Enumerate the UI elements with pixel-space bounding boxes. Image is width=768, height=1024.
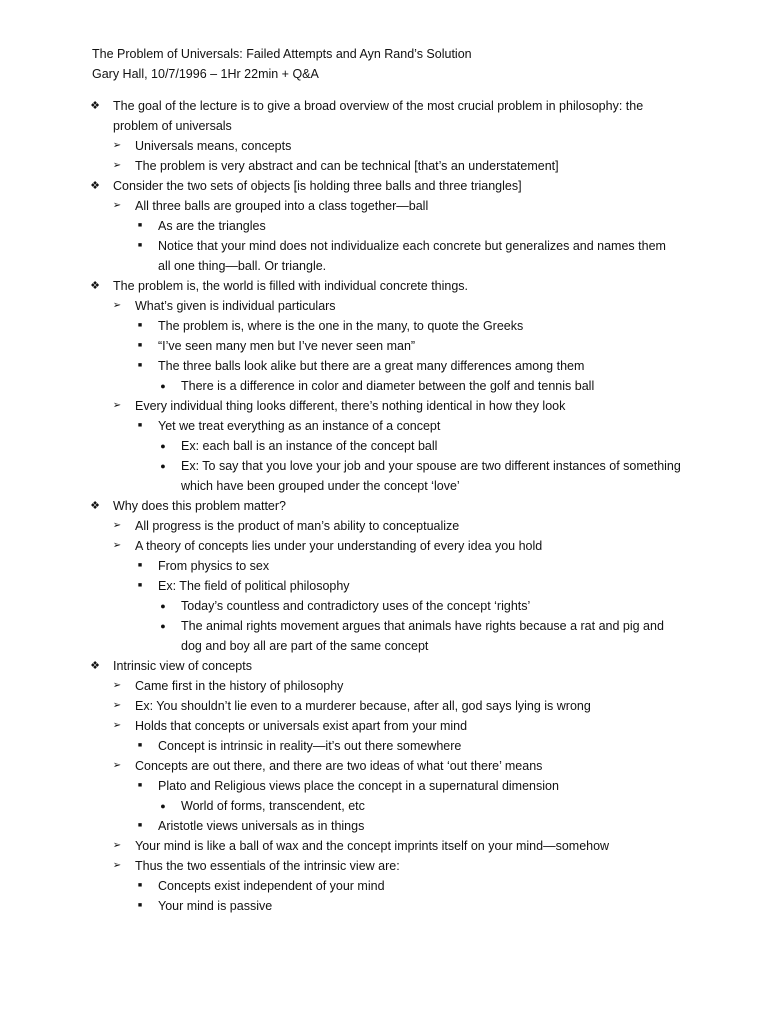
- outline-item-level-2: [0, 856, 768, 876]
- square-bullet-icon: ■: [137, 242, 143, 249]
- outline-item-level-3: [0, 236, 768, 276]
- square-bullet-icon: ■: [137, 342, 143, 349]
- document-header: [92, 44, 732, 84]
- outline-item-text: Notice that your mind does not individualize each concrete but generalizes and names them all one thing—ball. Or triangle.: [158, 239, 666, 273]
- outline-item-level-3: [0, 776, 768, 796]
- outline-item-text: Holds that concepts or universals exist apart from your mind: [135, 719, 468, 733]
- arrow-bullet-icon: ➢: [112, 140, 122, 151]
- arrow-bullet-icon: ➢: [112, 720, 122, 731]
- outline-item-level-2: [0, 836, 768, 856]
- arrow-bullet-icon: ➢: [112, 300, 122, 311]
- outline-item-text: Concept is intrinsic in reality—it’s out there somewhere: [158, 739, 462, 753]
- outline-item-level-1: [0, 496, 768, 516]
- outline-item-text: Intrinsic view of concepts: [113, 659, 252, 673]
- outline-item-level-2: [0, 676, 768, 696]
- arrow-bullet-icon: ➢: [112, 860, 122, 871]
- outline-item-level-3: [0, 576, 768, 596]
- arrow-bullet-icon: ➢: [112, 840, 122, 851]
- square-bullet-icon: ■: [137, 742, 143, 749]
- outline-item-level-3: [0, 816, 768, 836]
- square-bullet-icon: ■: [137, 322, 143, 329]
- outline-item-level-4: [0, 456, 768, 496]
- outline-item-text: The problem is, the world is filled with individual concrete things.: [113, 279, 469, 293]
- outline-item-level-3: [0, 316, 768, 336]
- outline-item-level-3: [0, 556, 768, 576]
- outline-item-text: The three balls look alike but there are a great many differences among them: [158, 359, 585, 373]
- outline-item-level-2: [0, 396, 768, 416]
- square-bullet-icon: ■: [137, 782, 143, 789]
- outline-item-text: The problem is, where is the one in the many, to quote the Greeks: [158, 319, 524, 333]
- outline-item-text: A theory of concepts lies under your understanding of every idea you hold: [135, 539, 543, 553]
- arrow-bullet-icon: ➢: [112, 200, 122, 211]
- outline-item-level-4: [0, 376, 768, 396]
- outline-item-text: Came first in the history of philosophy: [135, 679, 344, 693]
- outline-item-level-2: [0, 536, 768, 556]
- outline-item-level-2: [0, 196, 768, 216]
- outline-item-level-3: [0, 336, 768, 356]
- outline-item-level-4: [0, 616, 768, 656]
- outline-item-level-3: [0, 736, 768, 756]
- outline-item-text: Ex: The field of political philosophy: [158, 579, 350, 593]
- document-subtitle: Gary Hall, 10/7/1996 – 1Hr 22min + Q&A: [92, 67, 319, 81]
- outline-item-level-3: [0, 416, 768, 436]
- outline-item-text: Every individual thing looks different, there’s nothing identical in how they look: [135, 399, 566, 413]
- square-bullet-icon: ■: [137, 822, 143, 829]
- outline-item-text: There is a difference in color and diameter between the golf and tennis ball: [181, 379, 595, 393]
- outline-item-text: Ex: each ball is an instance of the concept ball: [181, 439, 438, 453]
- outline-item-text: Plato and Religious views place the concept in a supernatural dimension: [158, 779, 559, 793]
- arrow-bullet-icon: ➢: [112, 160, 122, 171]
- outline-item-level-2: [0, 696, 768, 716]
- square-bullet-icon: ■: [137, 902, 143, 909]
- arrow-bullet-icon: ➢: [112, 760, 122, 771]
- outline-item-text: Ex: You shouldn’t lie even to a murderer because, after all, god says lying is wrong: [135, 699, 591, 713]
- diamond-bullet-icon: ❖: [90, 180, 100, 192]
- outline-item-text: The problem is very abstract and can be technical [that’s an understatement]: [135, 159, 559, 173]
- dot-bullet-icon: ●: [160, 441, 166, 451]
- outline-item-level-2: [0, 756, 768, 776]
- outline-item-level-3: [0, 876, 768, 896]
- outline-item-text: Thus the two essentials of the intrinsic view are:: [135, 859, 400, 873]
- arrow-bullet-icon: ➢: [112, 400, 122, 411]
- square-bullet-icon: ■: [137, 562, 143, 569]
- outline-item-text: Universals means, concepts: [135, 139, 292, 153]
- outline-item-text: As are the triangles: [158, 219, 266, 233]
- outline-item-level-2: [0, 716, 768, 736]
- dot-bullet-icon: ●: [160, 461, 166, 471]
- outline-item-level-4: [0, 596, 768, 616]
- square-bullet-icon: ■: [137, 422, 143, 429]
- outline-list: [0, 96, 768, 916]
- outline-item-level-3: [0, 216, 768, 236]
- outline-item-level-1: [0, 656, 768, 676]
- outline-item-text: Consider the two sets of objects [is holding three balls and three triangles]: [113, 179, 522, 193]
- arrow-bullet-icon: ➢: [112, 520, 122, 531]
- dot-bullet-icon: ●: [160, 621, 166, 631]
- outline-item-level-2: [0, 156, 768, 176]
- diamond-bullet-icon: ❖: [90, 100, 100, 112]
- outline-item-level-3: [0, 356, 768, 376]
- diamond-bullet-icon: ❖: [90, 660, 100, 672]
- outline-item-level-1: [0, 276, 768, 296]
- diamond-bullet-icon: ❖: [90, 280, 100, 292]
- outline-item-text: All three balls are grouped into a class together—ball: [135, 199, 429, 213]
- outline-item-level-2: [0, 516, 768, 536]
- outline-item-text: What’s given is individual particulars: [135, 299, 336, 313]
- diamond-bullet-icon: ❖: [90, 500, 100, 512]
- outline-item-level-1: [0, 176, 768, 196]
- outline-item-text: Your mind is passive: [158, 899, 273, 913]
- arrow-bullet-icon: ➢: [112, 680, 122, 691]
- outline-item-text: The animal rights movement argues that animals have rights because a rat and pig and dog and boy all are part of the same concept: [181, 619, 664, 653]
- dot-bullet-icon: ●: [160, 381, 166, 391]
- dot-bullet-icon: ●: [160, 801, 166, 811]
- outline-item-text: Your mind is like a ball of wax and the concept imprints itself on your mind—somehow: [135, 839, 610, 853]
- outline-item-text: All progress is the product of man’s ability to conceptualize: [135, 519, 460, 533]
- outline-item-level-1: [0, 96, 768, 136]
- outline-item-level-4: [0, 796, 768, 816]
- square-bullet-icon: ■: [137, 362, 143, 369]
- outline-item-text: Aristotle views universals as in things: [158, 819, 365, 833]
- outline-item-text: Today’s countless and contradictory uses of the concept ‘rights’: [181, 599, 531, 613]
- outline-item-text: The goal of the lecture is to give a broad overview of the most crucial problem in philosophy: the problem of universals: [113, 99, 644, 133]
- outline-item-text: Concepts exist independent of your mind: [158, 879, 385, 893]
- outline-item-text: Ex: To say that you love your job and your spouse are two different instances of something which have been grouped under the concept ‘love’: [181, 459, 681, 493]
- square-bullet-icon: ■: [137, 222, 143, 229]
- document-title: The Problem of Universals: Failed Attempts and Ayn Rand’s Solution: [92, 47, 472, 61]
- outline-item-level-2: [0, 136, 768, 156]
- outline-item-text: Concepts are out there, and there are two ideas of what ‘out there’ means: [135, 759, 543, 773]
- outline-item-text: Yet we treat everything as an instance of a concept: [158, 419, 441, 433]
- square-bullet-icon: ■: [137, 882, 143, 889]
- outline-item-level-4: [0, 436, 768, 456]
- arrow-bullet-icon: ➢: [112, 540, 122, 551]
- outline-item-text: “I’ve seen many men but I’ve never seen man”: [158, 339, 416, 353]
- square-bullet-icon: ■: [137, 582, 143, 589]
- outline-item-text: World of forms, transcendent, etc: [181, 799, 365, 813]
- outline-item-level-2: [0, 296, 768, 316]
- arrow-bullet-icon: ➢: [112, 700, 122, 711]
- outline-item-level-3: [0, 896, 768, 916]
- outline-item-text: From physics to sex: [158, 559, 270, 573]
- dot-bullet-icon: ●: [160, 601, 166, 611]
- outline-item-text: Why does this problem matter?: [113, 499, 286, 513]
